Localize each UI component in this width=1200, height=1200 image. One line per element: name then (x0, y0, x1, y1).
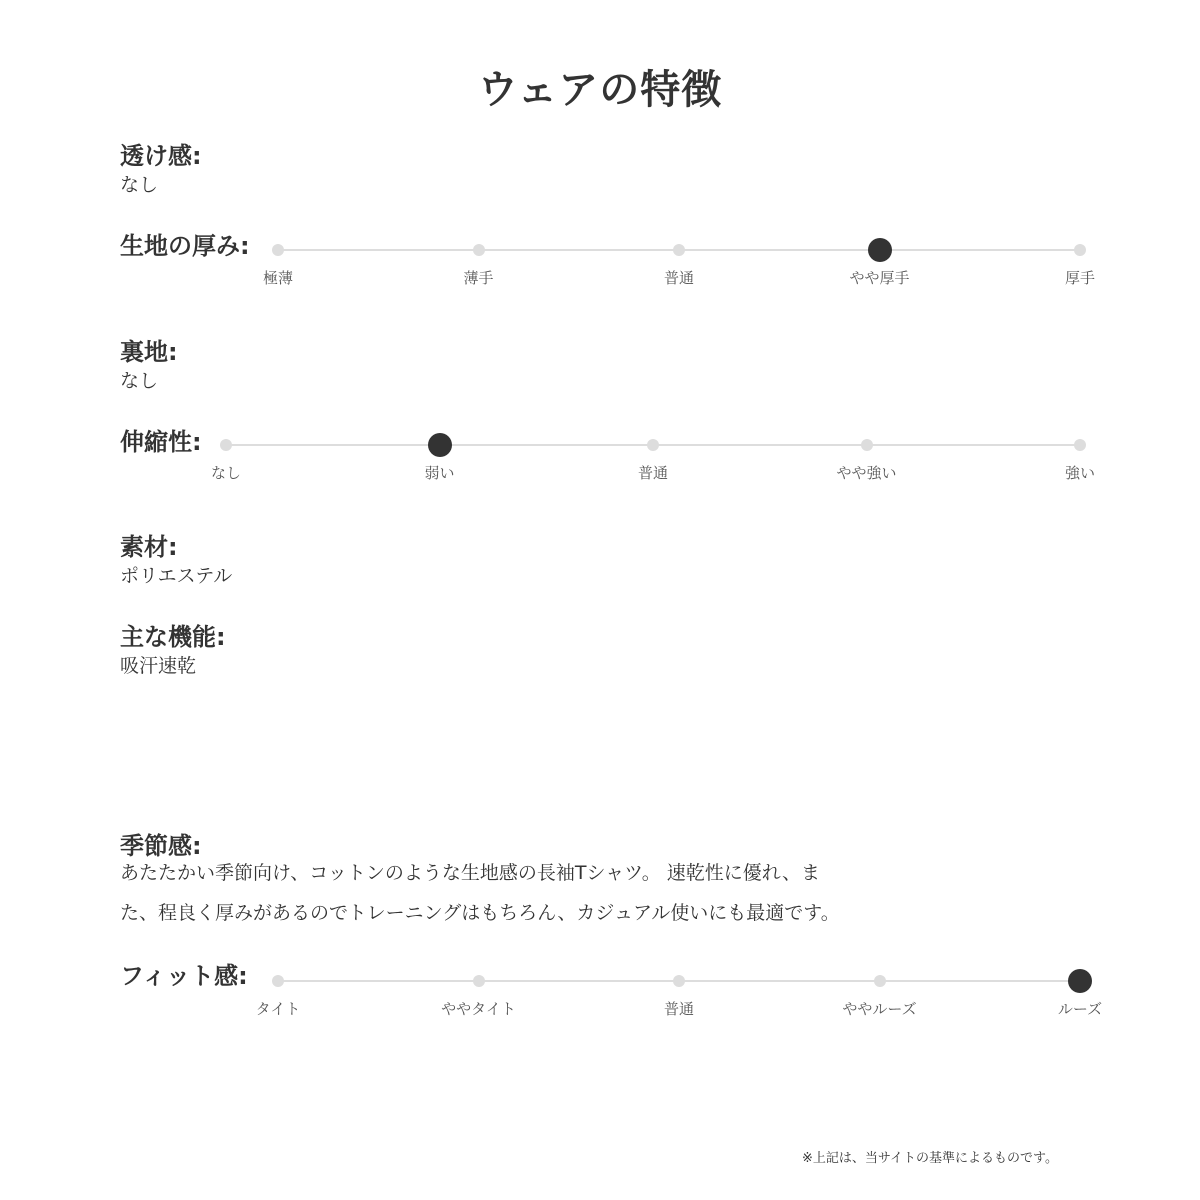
material-value: ポリエステル (120, 565, 233, 587)
fit-scale-label-2: ややタイト (441, 1000, 516, 1018)
thickness-scale-point-2 (473, 244, 485, 256)
thickness-scale-label-4: やや厚手 (849, 269, 910, 287)
season-label: 季節感: (120, 832, 202, 860)
thickness-scale-label-3: 普通 (663, 269, 695, 287)
lining-label: 裏地: (120, 338, 178, 366)
lining-value: なし (120, 370, 159, 392)
thickness-scale (262, 241, 1096, 301)
thickness-scale-label-2: 薄手 (463, 269, 494, 287)
fit-scale-point-4 (874, 975, 886, 987)
material-label: 素材: (120, 533, 178, 561)
fit-scale-label-5: ルーズ (1057, 1000, 1103, 1018)
transparency-label: 透け感: (120, 142, 202, 170)
page-title: ウェアの特徴 (477, 67, 723, 113)
fit-scale-label-3: 普通 (663, 1000, 695, 1018)
stretch-scale-point-4 (861, 439, 873, 451)
fit-scale-point-2 (473, 975, 485, 987)
fit-scale-label-4: ややルーズ (842, 1000, 917, 1018)
functions-label: 主な機能: (120, 623, 226, 651)
fit-scale-point-1 (272, 975, 284, 987)
thickness-scale-point-4-selected (868, 238, 892, 262)
stretch-scale-point-3 (647, 439, 659, 451)
thickness-scale-label-1: 極薄 (262, 269, 294, 287)
thickness-scale-point-1 (272, 244, 284, 256)
footnote: ※上記は、当サイトの基準によるものです。 (802, 1151, 1058, 1166)
stretch-scale-label-5: 強い (1064, 464, 1096, 482)
stretch-scale-label-3: 普通 (637, 464, 669, 482)
stretch-scale-label-1: なし (210, 464, 242, 482)
transparency-value: なし (120, 174, 159, 196)
thickness-scale-point-5 (1074, 244, 1086, 256)
stretch-label: 伸縮性: (120, 428, 202, 456)
stretch-scale-point-2-selected (428, 433, 452, 457)
season-description-line1: あたたかい季節向け、コットンのような生地感の長袖Tシャツ。 速乾性に優れ、ま (120, 862, 820, 884)
thickness-scale-point-3 (673, 244, 685, 256)
functions-value: 吸汗速乾 (120, 655, 197, 677)
fit-scale-point-3 (673, 975, 685, 987)
season-description-line2: た、程良く厚みがあるのでトレーニングはもちろん、カジュアル使いにも最適です。 (120, 902, 840, 924)
fit-scale (255, 972, 1103, 1032)
thickness-label: 生地の厚み: (120, 232, 250, 260)
stretch-scale (210, 436, 1096, 496)
fit-label: フィット感: (120, 962, 248, 990)
stretch-scale-point-5 (1074, 439, 1086, 451)
stretch-scale-label-2: 弱い (424, 464, 455, 482)
thickness-scale-label-5: 厚手 (1064, 269, 1096, 287)
fit-scale-point-5-selected (1068, 969, 1092, 993)
stretch-scale-point-1 (220, 439, 232, 451)
fit-scale-label-1: タイト (255, 1000, 301, 1018)
stretch-scale-label-4: やや強い (836, 464, 897, 482)
